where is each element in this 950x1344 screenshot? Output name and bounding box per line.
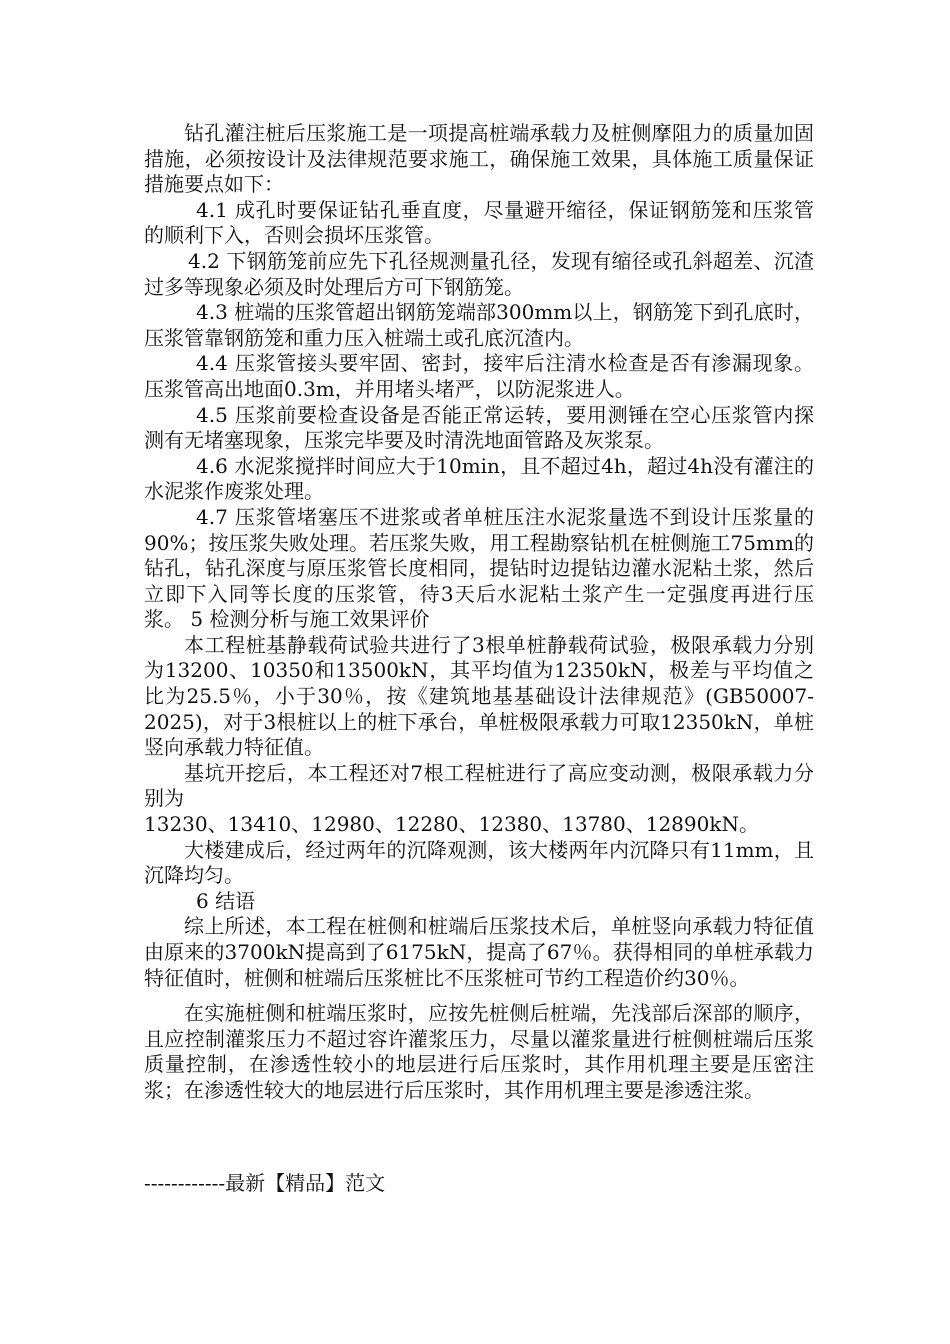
paragraph-conclusion-summary: 综上所述，本工程在桩侧和桩端后压浆技术后，单桩竖向承载力特征值由原来的3700kN提高到了6175kN，提高了67％。获得相同的单桩承载力特征值时，桩侧和桩端后压浆桩比不压浆桩可节约工程造价约30％。	[144, 914, 814, 990]
paragraph-4-1: 4.1 成孔时要保证钻孔垂直度，尽量避开缩径，保证钢筋笼和压浆管的顺利下入，否则会损坏压浆管。	[144, 197, 814, 248]
paragraph-4-3: 4.3 桩端的压浆管超出钢筋笼端部300mm以上，钢筋笼下到孔底时，压浆管靠钢筋笼和重力压入桩端土或孔底沉渣内。	[144, 300, 814, 350]
paragraph-static-load-test: 本工程桩基静载荷试验共进行了3根单桩静载荷试验，极限承载力分别为13200、10350和13500kN，其平均值为12350kN，极差与平均值之比为25.5％，小于30％，按《建筑地基基础设计法律规范》(GB50007-2025)，对于3根桩以上的桩下承台，单桩极限承载力可取12350kN，单桩竖向承载力特征值。	[144, 632, 814, 760]
document-body	[144, 121, 814, 1104]
paragraph-conclusion-mechanism: 在实施桩侧和桩端压浆时，应按先桩侧后桩端，先浅部后深部的顺序，且应控制灌浆压力不超过容许灌浆压力，尽量以灌浆量进行桩侧桩端后压浆质量控制，在渗透性较小的地层进行后压浆时，其作用机理主要是压密注浆；在渗透性较大的地层进行后压浆时，其作用机理主要是渗透注浆。	[144, 1001, 814, 1102]
paragraph-4-2: 4.2 下钢筋笼前应先下孔径规测量孔径，发现有缩径或孔斜超差、沉渣过多等现象必须及时处理后方可下钢筋笼。	[144, 248, 814, 299]
paragraph-4-7: 4.7 压浆管堵塞压不进浆或者单桩压注水泥浆量选不到设计压浆量的90%；按压浆失败处理。若压浆失败，用工程勘察钻机在桩侧施工75mm的钻孔，钻孔深度与原压浆管长度相同，提钻时边提钻边灌水泥粘土浆，然后立即下入同等长度的压浆管，待3天后水泥粘土浆产生一定强度再进行压浆。 5 检测分析与施工效果评价	[144, 504, 814, 632]
paragraph-settlement: 大楼建成后，经过两年的沉降观测，该大楼两年内沉降只有11mm，且沉降均匀。	[144, 837, 814, 888]
section-heading-conclusion: 6 结语	[196, 888, 256, 913]
paragraph-4-4: 4.4 压浆管接头要牢固、密封，接牢后注清水检查是否有渗漏现象。压浆管高出地面0.3m，并用堵头堵严，以防泥浆进人。	[144, 351, 814, 401]
footer-text: ------------最新【精品】范文	[144, 1171, 386, 1195]
paragraph-high-strain-test: 基坑开挖后，本工程还对7根工程桩进行了高应变动测，极限承载力分别为	[144, 760, 814, 811]
paragraph-4-5: 4.5 压浆前要检查设备是否能正常运转，要用测锤在空心压浆管内探测有无堵塞现象，压浆完毕要及时清洗地面管路及灰浆泵。	[144, 402, 814, 453]
paragraph-4-6: 4.6 水泥浆搅拌时间应大于10min，且不超过4h，超过4h没有灌注的水泥浆作废浆处理。	[144, 453, 814, 504]
paragraph-capacity-values: 13230、13410、12980、12280、12380、13780、12890kN。	[144, 812, 759, 837]
paragraph-intro: 钻孔灌注桩后压浆施工是一项提高桩端承载力及桩侧摩阻力的质量加固措施，必须按设计及法律规范要求施工，确保施工效果，具体施工质量保证措施要点如下：	[144, 121, 814, 197]
